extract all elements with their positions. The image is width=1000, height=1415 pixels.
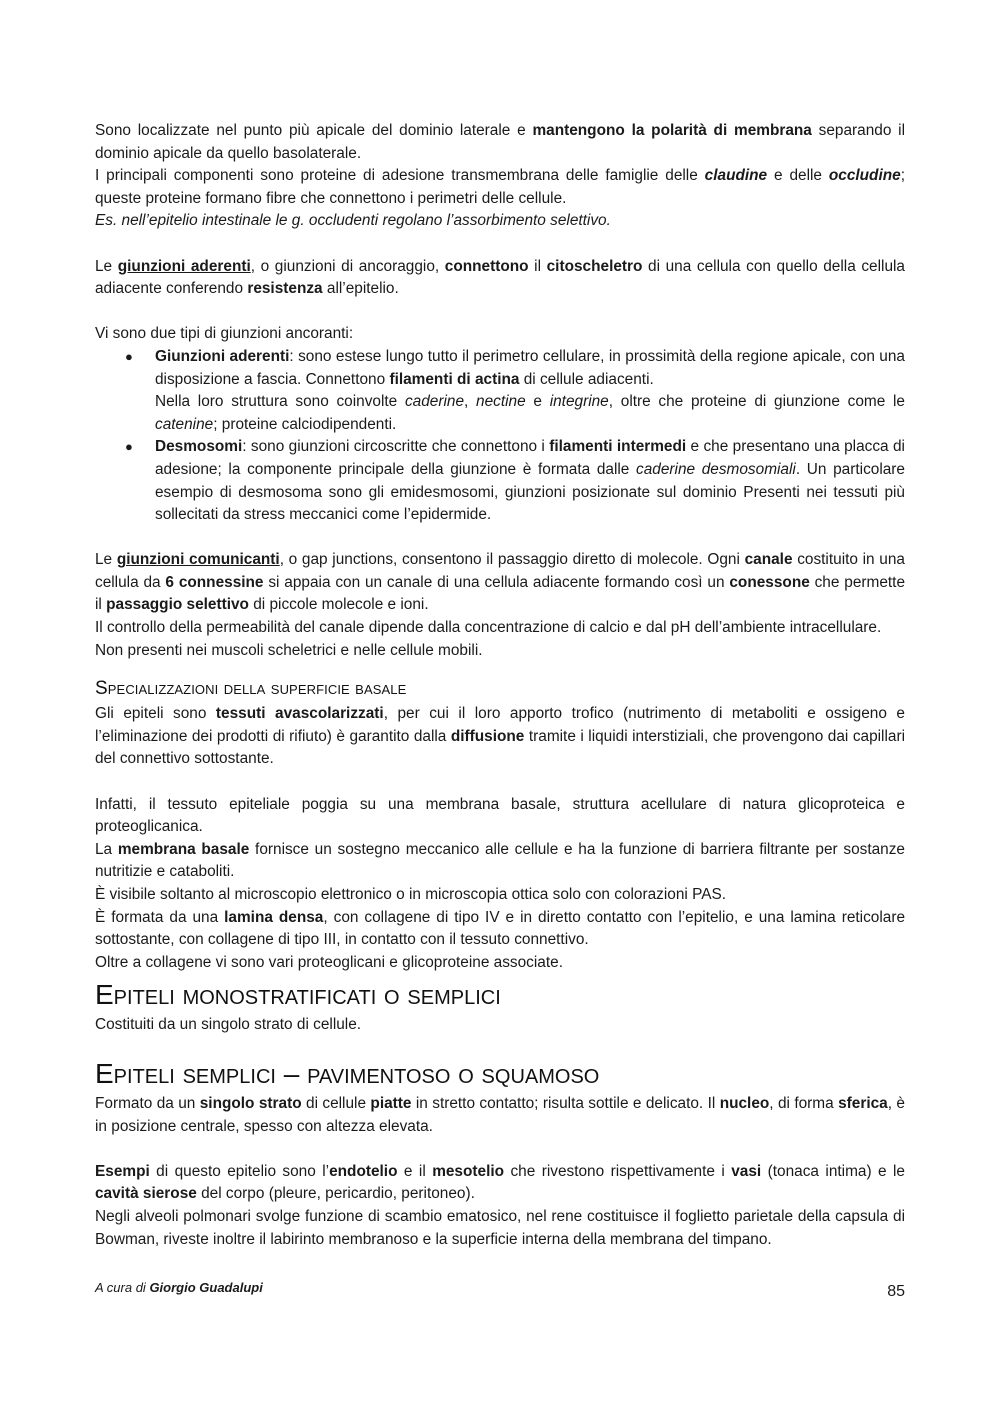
- bold-term: mantengono la polarità di membrana: [532, 122, 812, 139]
- text: , di forma: [769, 1094, 839, 1112]
- underlined-term: giunzioni comunicanti: [116, 551, 280, 569]
- bold-term: filamenti di actina: [389, 370, 520, 388]
- paragraph-collagene: Oltre a collagene vi sono vari proteoglicani e glicoproteine associate.: [95, 953, 563, 971]
- text: : sono giunzioni circoscritte che connettono i: [242, 438, 550, 456]
- list-item: [125, 436, 905, 526]
- footer-author: [95, 1280, 263, 1295]
- text: , è in posizione centrale, spesso con altezza elevata.: [95, 1094, 905, 1135]
- text: ; queste proteine formano fibre che connettono i perimetri delle cellule.: [95, 167, 905, 207]
- bold-term: tessuti avascolarizzati: [215, 705, 384, 723]
- text: costituito in una cellula da: [95, 551, 905, 591]
- paragraph-membrana-basale-intro: Infatti, il tessuto epiteliale poggia su una membrana basale, struttura acellulare di natura glicoproteica e proteoglicanica.: [95, 795, 905, 836]
- bold-italic-term: claudine: [704, 167, 768, 185]
- text: di cellule: [301, 1094, 371, 1112]
- paragraph-occludenti-polarity: [95, 120, 905, 165]
- text: di piccole molecole e ioni.: [248, 596, 429, 614]
- text: Le: [95, 551, 117, 569]
- bold-italic-term: occludine: [828, 167, 901, 185]
- text: ,: [464, 393, 477, 411]
- paragraph-esempi: [95, 1161, 905, 1206]
- paragraph-singolo-strato: Costituiti da un singolo strato di cellule.: [95, 1016, 362, 1034]
- paragraph-avascolarizzati: [95, 703, 905, 771]
- text: Nella loro struttura sono coinvolte: [155, 393, 405, 411]
- text: del corpo (pleure, pericardio, peritoneo).: [196, 1185, 475, 1203]
- bold-term: resistenza: [247, 280, 323, 298]
- text: di cellule adiacenti.: [519, 370, 654, 388]
- spacer: [95, 301, 905, 324]
- paragraph-permeability: Il controllo della permeabilità del canale dipende dalla concentrazione di calcio e dal pH dell’ambiente intracellulare.: [95, 619, 882, 637]
- page-content: [95, 120, 905, 1251]
- paragraph-not-present: Non presenti nei muscoli scheletrici e nelle cellule mobili.: [95, 641, 483, 659]
- paragraph-pavimentoso-desc: [95, 1093, 905, 1138]
- paragraph-types-intro: Vi sono due tipi di giunzioni ancoranti:: [95, 325, 354, 343]
- text: , o gap junctions, consentono il passaggio diretto di molecole. Ogni: [279, 551, 745, 569]
- bullet-list: [95, 346, 905, 527]
- paragraph-visibility: È visibile soltanto al microscopio elettronico o in microscopia ottica solo con colorazioni PAS.: [95, 886, 727, 903]
- paragraph-lamina-densa: [95, 907, 905, 952]
- text: .: [795, 460, 801, 478]
- bold-term: Giunzioni aderenti: [155, 347, 290, 365]
- bold-term: lamina densa: [224, 908, 324, 926]
- bold-term: canale: [744, 551, 793, 569]
- bold-term: passaggio selettivo: [106, 596, 249, 614]
- text: si appaia con un canale di una cellula adiacente formando così un: [263, 573, 730, 591]
- text: Le: [95, 257, 118, 275]
- paragraph-giunzioni-aderenti: [95, 256, 905, 301]
- bold-term: vasi: [731, 1162, 762, 1180]
- list-item: [125, 346, 905, 436]
- italic-term: caderine: [404, 393, 465, 411]
- italic-term: catenine: [155, 415, 214, 433]
- text: in stretto contatto; risulta sottile e delicato. Il: [411, 1094, 720, 1112]
- text: fornisce un sostegno meccanico alle cellule e ha la funzione di barriera filtrante per sostanze nutritizie e cataboliti.: [95, 840, 905, 881]
- italic-term: integrine: [549, 393, 609, 411]
- text: separando il dominio apicale da quello basolaterale.: [95, 122, 905, 162]
- footer-author-name: Giorgio Guadalupi: [149, 1280, 263, 1295]
- bold-term: filamenti intermedi: [549, 438, 687, 456]
- section-heading-basale: Specializzazioni della superficie basale: [95, 678, 407, 700]
- bold-term: singolo strato: [199, 1094, 302, 1112]
- text: tramite i liquidi interstiziali, che provengono dai capillari del connettivo sottostante.: [95, 727, 905, 768]
- bold-term: Desmosomi: [155, 438, 243, 456]
- text: Sono localizzate nel punto più apicale del dominio laterale e: [95, 122, 533, 139]
- paragraph-giunzioni-comunicanti: [95, 549, 905, 617]
- italic-example: Es. nell’epitelio intestinale le g. occludenti regolano l’assorbimento selettivo.: [95, 212, 611, 230]
- text: all’epitelio.: [322, 280, 399, 298]
- bold-term: piatte: [370, 1094, 412, 1112]
- text: I principali componenti sono proteine di adesione transmembrana delle famiglie delle: [95, 167, 705, 185]
- spacer: [95, 527, 905, 550]
- italic-term: nectine: [476, 393, 526, 411]
- bold-term: nucleo: [719, 1094, 770, 1112]
- text: e: [525, 393, 550, 411]
- text: e che presentano una placca di adesione; la componente principale della giunzione è formata dalle: [155, 438, 905, 478]
- text: È formata da una: [95, 908, 225, 926]
- bold-term: citoscheletro: [546, 257, 643, 275]
- text: (tonaca intima) e le: [761, 1162, 905, 1180]
- paragraph-alveoli: Negli alveoli polmonari svolge funzione di scambio ematosico, nel rene costituisce il foglietto parietale della capsula di Bowman, riveste inoltre il labirinto membranoso e la superficie interna della membrana del timpano.: [95, 1207, 905, 1248]
- footer-prefix: A cura di: [95, 1280, 150, 1295]
- text: , per cui il loro apporto trofico (nutrimento di metaboliti e ossigeno e l’eliminazione dei prodotti di rifiuto) è garantito dalla: [95, 705, 905, 745]
- paragraph-membrana-basale: [95, 839, 905, 884]
- text: e delle: [767, 167, 829, 185]
- heading-epiteli-monostratificati: Epiteli monostratificati o semplici: [95, 979, 501, 1011]
- text: il: [528, 257, 547, 275]
- bold-term: sferica: [838, 1094, 888, 1112]
- text: , oltre che proteine di giunzione come le: [608, 393, 905, 411]
- text: di questo epitelio sono l’: [149, 1162, 330, 1180]
- bullet-icon: ●: [125, 348, 133, 364]
- spacer: [95, 233, 905, 256]
- text: Un particolare esempio di desmosoma sono gli emidesmosomi, giunzioni posizionate sul dominio Presenti nei tessuti più sollecitati da stress meccanici come l’epidermide.: [155, 460, 905, 524]
- paragraph-occludenti-components: [95, 165, 905, 210]
- bold-term: cavità sierose: [95, 1185, 197, 1203]
- text: , o giunzioni di ancoraggio,: [250, 257, 445, 275]
- bold-term: 6 connessine: [165, 573, 264, 591]
- bold-term: mesotelio: [432, 1162, 505, 1180]
- italic-term: caderine desmosomiali: [636, 460, 796, 478]
- text: La: [95, 840, 118, 858]
- text: : sono estese lungo tutto il perimetro cellulare, in prossimità della regione apicale, con una disposizione a fascia. Connettono: [155, 347, 905, 388]
- bullet-icon: ●: [125, 439, 133, 455]
- text: ; proteine calciodipendenti.: [213, 415, 397, 433]
- underlined-term: giunzioni aderenti: [117, 257, 251, 275]
- spacer: [95, 771, 905, 794]
- bold-term: endotelio: [329, 1162, 398, 1180]
- bold-term: connettono: [444, 257, 529, 275]
- bold-term: Esempi: [95, 1162, 150, 1180]
- spacer: [95, 1138, 905, 1161]
- text: , con collagene di tipo IV e in diretto contatto con l’epitelio, e una lamina reticolare sottostante, con collagene di tipo III, in contatto con il tessuto connettivo.: [95, 908, 906, 949]
- heading-pavimentoso: Epiteli semplici – pavimentoso o squamoso: [95, 1057, 600, 1089]
- page-number: 85: [887, 1283, 905, 1300]
- text: che permette il: [95, 573, 906, 614]
- text: Formato da un: [95, 1094, 200, 1112]
- text: e il: [397, 1162, 433, 1180]
- paragraph-example: [95, 210, 905, 233]
- text: di una cellula con quello della cellula adiacente conferendo: [95, 257, 905, 298]
- bold-term: membrana basale: [117, 840, 250, 858]
- bold-term: diffusione: [450, 727, 525, 745]
- bold-term: conessone: [729, 573, 810, 591]
- text: che rivestono rispettivamente i: [504, 1162, 732, 1180]
- text: Gli epiteli sono: [95, 705, 216, 723]
